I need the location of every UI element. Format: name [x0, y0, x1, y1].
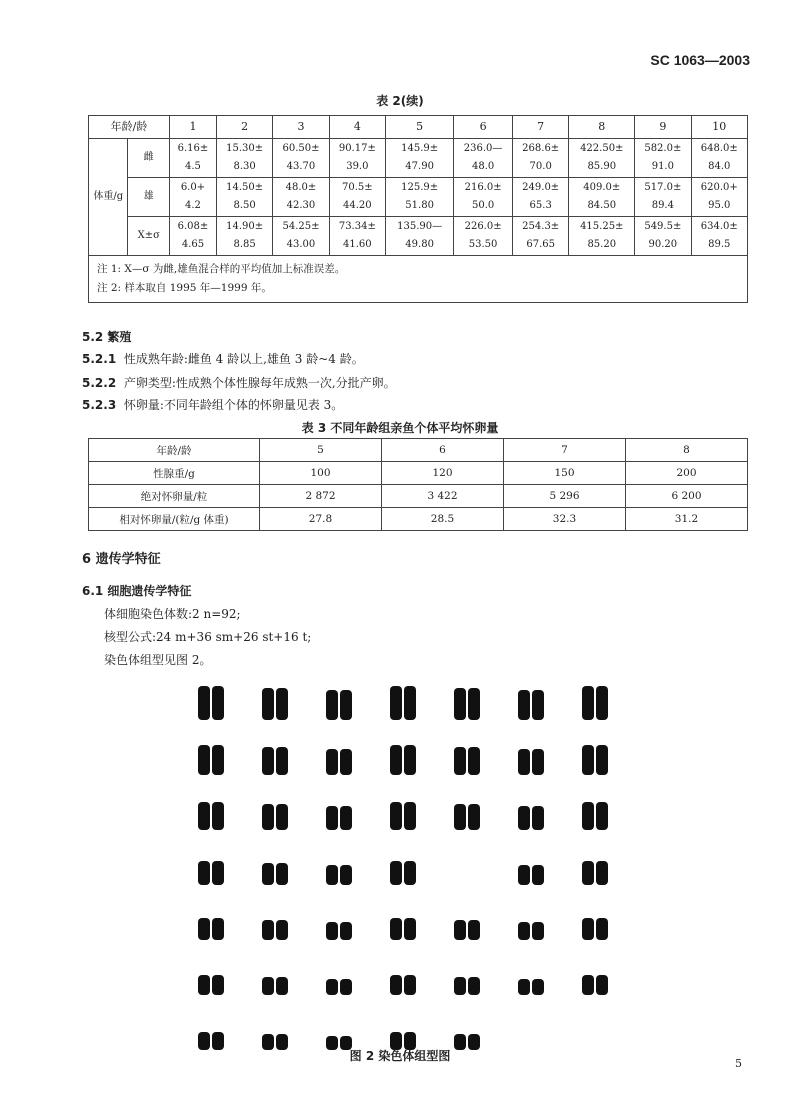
chromosome: [518, 922, 530, 940]
chromosome: [454, 804, 466, 830]
chromosome: [262, 688, 274, 720]
chromosome: [276, 804, 288, 830]
chromosome: [198, 918, 210, 940]
chromosome: [198, 861, 210, 885]
table-cell: 6.0+ 4.2: [170, 178, 217, 217]
table3: [88, 438, 748, 531]
chromosome: [468, 804, 480, 830]
table2-age: 7: [513, 116, 569, 139]
chromosome: [326, 979, 338, 995]
table2-row-label: 雄: [128, 178, 170, 217]
chromosome-pair: [576, 961, 640, 995]
table2-notes-row: [89, 256, 748, 303]
chromosome-pair: [320, 851, 384, 885]
table-cell: 27.8: [260, 508, 382, 531]
chromosome: [276, 747, 288, 775]
chromosome: [582, 686, 594, 720]
table2-age: 10: [691, 116, 747, 139]
chromosome-pair: [576, 796, 640, 830]
chromosome-pair: [384, 906, 448, 940]
karyotype-line: 核型公式:24 m+36 sm+26 st+16 t;: [104, 630, 312, 644]
table-cell: 6.16± 4.5: [170, 139, 217, 178]
chromosome-pair: [256, 1016, 320, 1050]
table-cell: 549.5± 90.20: [635, 217, 691, 256]
table-cell: 3 422: [382, 485, 504, 508]
chromosome: [468, 920, 480, 940]
chromosome: [390, 745, 402, 775]
chromosome-pair: [320, 796, 384, 830]
chromosome: [454, 747, 466, 775]
table2-age: 3: [273, 116, 329, 139]
chromosome-pair: [384, 961, 448, 995]
chromosome: [390, 918, 402, 940]
chromosome: [212, 975, 224, 995]
table-row: [89, 178, 748, 217]
table2-header-row: [89, 116, 748, 139]
chromosome: [532, 922, 544, 940]
table3-header: 7: [504, 439, 626, 462]
table-cell: 135.90— 49.80: [386, 217, 454, 256]
chromosome-pair: [192, 1016, 256, 1050]
chromosome-pair: [448, 906, 512, 940]
chromosome: [276, 977, 288, 995]
table-cell: 236.0— 48.0: [454, 139, 513, 178]
karyotype-line: 体细胞染色体数:2 n=92;: [104, 607, 241, 621]
table-cell: 5 296: [504, 485, 626, 508]
chromosome: [404, 686, 416, 720]
chromosome: [262, 863, 274, 885]
table-cell: 15.30± 8.30: [216, 139, 272, 178]
page-number: 5: [735, 1057, 742, 1070]
chromosome-pair: [256, 851, 320, 885]
table2-age: 4: [329, 116, 385, 139]
chromosome: [390, 975, 402, 995]
table2-age: 8: [569, 116, 635, 139]
table2-note: 注 2: 样本取自 1995 年—1999 年。: [97, 282, 272, 294]
table2-row-label: 雌: [128, 139, 170, 178]
table2-age: 1: [170, 116, 217, 139]
chromosome-pair: [512, 686, 576, 720]
table-cell: 73.34± 41.60: [329, 217, 385, 256]
standard-number: SC 1063—2003: [650, 52, 750, 68]
karyotype-line: 染色体组型见图 2。: [104, 653, 212, 667]
table-cell: 28.5: [382, 508, 504, 531]
chromosome-pair: [320, 686, 384, 720]
chromosome: [326, 806, 338, 830]
chromosome: [212, 802, 224, 830]
table-cell: 648.0± 84.0: [691, 139, 747, 178]
table-cell: 150: [504, 462, 626, 485]
chromosome: [454, 688, 466, 720]
table-cell: 性腺重/g: [89, 462, 260, 485]
karyotype-row: [192, 950, 642, 1005]
chromosome: [326, 865, 338, 885]
table-row: [89, 139, 748, 178]
table-cell: 254.3± 67.65: [513, 217, 569, 256]
chromosome: [596, 918, 608, 940]
table2-age: 6: [454, 116, 513, 139]
section-5-2-title: 5.2 繁殖: [82, 330, 132, 344]
table-row: [89, 217, 748, 256]
chromosome: [340, 865, 352, 885]
chromosome: [532, 865, 544, 885]
chromosome: [468, 977, 480, 995]
chromosome: [198, 802, 210, 830]
karyotype-row: [192, 840, 642, 895]
chromosome: [596, 975, 608, 995]
table-cell: 249.0± 65.3: [513, 178, 569, 217]
chromosome-pair: [192, 741, 256, 775]
chromosome-pair: [384, 851, 448, 885]
table-cell: 31.2: [626, 508, 748, 531]
chromosome-pair: [448, 1016, 512, 1050]
chromosome: [596, 745, 608, 775]
chromosome-pair: [320, 1016, 384, 1050]
chromosome: [340, 806, 352, 830]
table2-row-group: 体重/g: [89, 139, 128, 256]
chromosome: [582, 861, 594, 885]
chromosome: [404, 975, 416, 995]
table-cell: 6.08± 4.65: [170, 217, 217, 256]
chromosome-pair: [384, 686, 448, 720]
chromosome-pair: [384, 796, 448, 830]
chromosome: [518, 690, 530, 720]
table-row: [89, 508, 748, 531]
chromosome: [518, 865, 530, 885]
table-cell: 48.0± 42.30: [273, 178, 329, 217]
chromosome: [262, 804, 274, 830]
chromosome-pair: [448, 796, 512, 830]
chromosome-pair: [512, 906, 576, 940]
chromosome: [582, 975, 594, 995]
chromosome-pair: [512, 961, 576, 995]
table2-note: 注 1: X—σ 为雌,雄鱼混合样的平均值加上标准误差。: [97, 263, 346, 275]
chromosome-pair: [384, 1016, 448, 1050]
chromosome: [390, 802, 402, 830]
karyotype-row: [192, 730, 642, 785]
chromosome: [518, 749, 530, 775]
table3-header: 年龄/龄: [89, 439, 260, 462]
table-cell: 415.25± 85.20: [569, 217, 635, 256]
table-cell: 517.0± 89.4: [635, 178, 691, 217]
chromosome: [596, 802, 608, 830]
chromosome: [262, 920, 274, 940]
table3-header: 6: [382, 439, 504, 462]
table-cell: 145.9± 47.90: [386, 139, 454, 178]
table-cell: 125.9± 51.80: [386, 178, 454, 217]
chromosome: [212, 918, 224, 940]
chromosome-pair: [448, 741, 512, 775]
table-cell: 582.0± 91.0: [635, 139, 691, 178]
clause-5-2-1: 5.2.1 性成熟年龄:雌鱼 4 龄以上,雄鱼 3 龄~4 龄。: [82, 352, 364, 366]
chromosome: [468, 747, 480, 775]
chromosome-pair: [384, 741, 448, 775]
chromosome: [596, 861, 608, 885]
chromosome: [454, 977, 466, 995]
chromosome-pair: [192, 686, 256, 720]
table-cell: 32.3: [504, 508, 626, 531]
chromosome: [404, 861, 416, 885]
table-cell: 54.25± 43.00: [273, 217, 329, 256]
table-cell: 6 200: [626, 485, 748, 508]
chromosome: [454, 920, 466, 940]
chromosome: [212, 686, 224, 720]
table-cell: 14.90± 8.85: [216, 217, 272, 256]
chromosome-pair: [512, 851, 576, 885]
chromosome: [212, 861, 224, 885]
chromosome-pair: [576, 741, 640, 775]
table2-row-label: X±σ: [128, 217, 170, 256]
table2-notes: [89, 256, 748, 303]
table2-age: 5: [386, 116, 454, 139]
chromosome: [532, 806, 544, 830]
chromosome-pair: [448, 686, 512, 720]
table2-caption: 表 2(续): [376, 94, 424, 108]
section-6-1-title: 6.1 细胞遗传学特征: [82, 584, 192, 598]
table-cell: 60.50± 43.70: [273, 139, 329, 178]
table-cell: 100: [260, 462, 382, 485]
table-cell: 226.0± 53.50: [454, 217, 513, 256]
table3-header: 5: [260, 439, 382, 462]
chromosome: [340, 922, 352, 940]
chromosome: [276, 920, 288, 940]
chromosome: [532, 979, 544, 995]
chromosome-pair: [320, 961, 384, 995]
chromosome-pair: [192, 851, 256, 885]
clause-5-2-3: 5.2.3 怀卵量:不同年龄组个体的怀卵量见表 3。: [82, 398, 344, 412]
chromosome-pair: [448, 961, 512, 995]
table3-header: 8: [626, 439, 748, 462]
chromosome-pair: [256, 906, 320, 940]
chromosome: [532, 690, 544, 720]
table2-age: 2: [216, 116, 272, 139]
chromosome: [212, 745, 224, 775]
chromosome-pair: [512, 741, 576, 775]
karyotype-row: [192, 895, 642, 950]
chromosome-pair: [256, 796, 320, 830]
figure2-caption: 图 2 染色体组型图: [349, 1049, 451, 1063]
table-cell: 120: [382, 462, 504, 485]
chromosome-pair: [576, 851, 640, 885]
table-row: [89, 485, 748, 508]
chromosome: [326, 749, 338, 775]
chromosome: [198, 975, 210, 995]
table3-caption: 表 3 不同年龄组亲鱼个体平均怀卵量: [301, 421, 499, 435]
chromosome: [276, 688, 288, 720]
chromosome: [596, 686, 608, 720]
table-cell: 70.5± 44.20: [329, 178, 385, 217]
table-cell: 409.0± 84.50: [569, 178, 635, 217]
chromosome-pair: [256, 741, 320, 775]
table3-header-row: [89, 439, 748, 462]
chromosome: [340, 979, 352, 995]
chromosome: [340, 749, 352, 775]
chromosome: [390, 686, 402, 720]
chromosome-pair: [192, 961, 256, 995]
chromosome: [198, 745, 210, 775]
table-row: [89, 462, 748, 485]
table2: [88, 115, 748, 303]
chromosome: [468, 688, 480, 720]
chromosome-pair: [512, 796, 576, 830]
chromosome: [404, 745, 416, 775]
chromosome-pair: [256, 961, 320, 995]
chromosome: [582, 802, 594, 830]
chromosome-pair: [576, 686, 640, 720]
karyotype-row: [192, 675, 642, 730]
chromosome: [198, 686, 210, 720]
chromosome-pair: [576, 906, 640, 940]
karyotype-figure: [192, 675, 642, 1060]
chromosome: [518, 979, 530, 995]
table-cell: 2 872: [260, 485, 382, 508]
table-cell: 90.17± 39.0: [329, 139, 385, 178]
table-cell: 422.50± 85.90: [569, 139, 635, 178]
clause-5-2-2: 5.2.2 产卵类型:性成熟个体性腺每年成熟一次,分批产卵。: [82, 376, 396, 390]
karyotype-row: [192, 785, 642, 840]
chromosome-pair: [192, 796, 256, 830]
chromosome: [518, 806, 530, 830]
chromosome: [404, 918, 416, 940]
table-cell: 14.50± 8.50: [216, 178, 272, 217]
chromosome-pair: [320, 741, 384, 775]
chromosome: [340, 690, 352, 720]
chromosome: [582, 745, 594, 775]
chromosome-pair: [320, 906, 384, 940]
karyotype-gap: [448, 851, 512, 885]
table2-age: 9: [635, 116, 691, 139]
chromosome-pair: [256, 686, 320, 720]
section-6-title: 6 遗传学特征: [82, 552, 161, 567]
chromosome: [326, 922, 338, 940]
chromosome: [404, 802, 416, 830]
chromosome-pair: [192, 906, 256, 940]
table2-col-header: 年龄/龄: [89, 116, 170, 139]
table-cell: 620.0+ 95.0: [691, 178, 747, 217]
chromosome: [532, 749, 544, 775]
chromosome: [326, 690, 338, 720]
chromosome: [582, 918, 594, 940]
table-cell: 268.6± 70.0: [513, 139, 569, 178]
table-cell: 200: [626, 462, 748, 485]
chromosome: [390, 861, 402, 885]
table-cell: 绝对怀卵量/粒: [89, 485, 260, 508]
table-cell: 634.0± 89.5: [691, 217, 747, 256]
chromosome: [262, 747, 274, 775]
table-cell: 相对怀卵量/(粒/g 体重): [89, 508, 260, 531]
chromosome: [276, 863, 288, 885]
chromosome: [262, 977, 274, 995]
table-cell: 216.0± 50.0: [454, 178, 513, 217]
